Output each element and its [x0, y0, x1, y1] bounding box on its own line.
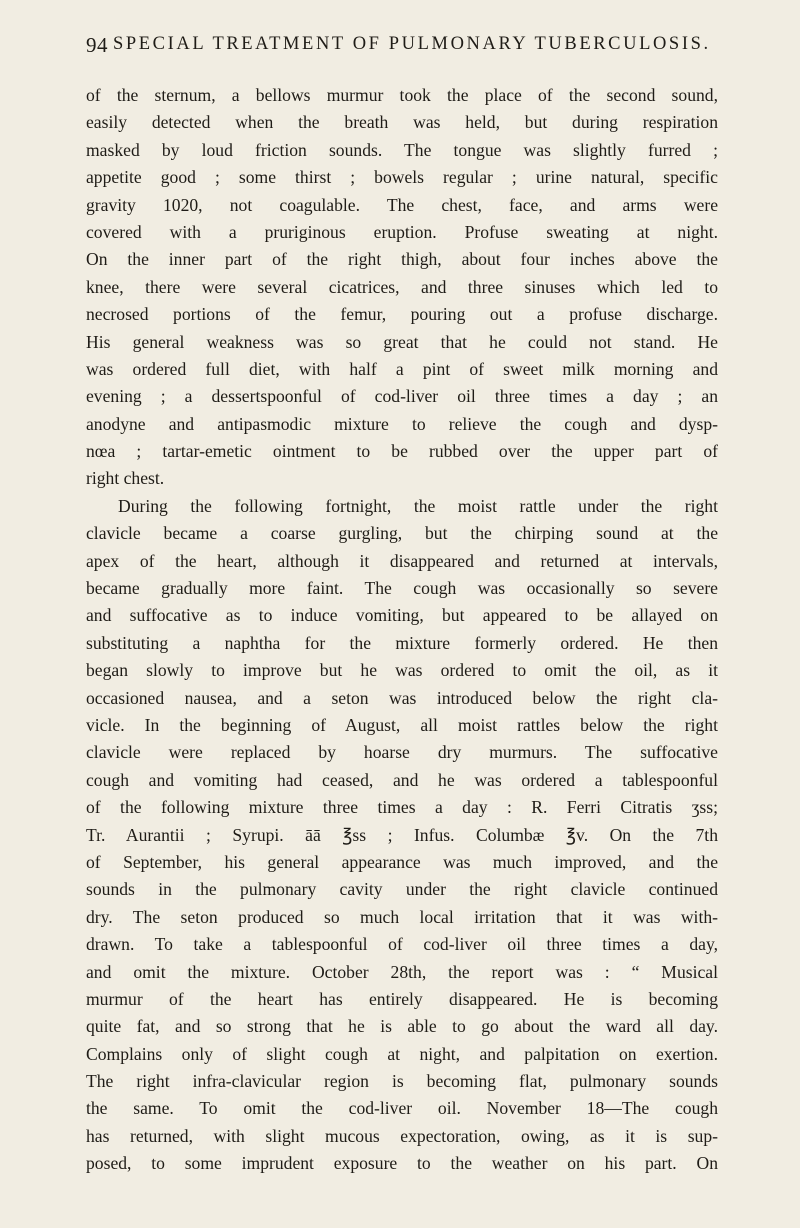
text-line: murmur of the heart has entirely disappeared. He is becoming — [86, 988, 718, 1009]
text-line: has returned, with slight mucous expectoration, owing, as it is sup- — [86, 1125, 718, 1146]
text-line: cough and vomiting had ceased, and he was ordered a tablespoonful — [86, 769, 718, 790]
text-line: evening ; a dessertspoonful of cod-liver oil three times a day ; an — [86, 386, 718, 407]
text-line: was ordered full diet, with half a pint of sweet milk morning and — [86, 358, 718, 379]
text-line: His general weakness was so great that he could not stand. He — [86, 331, 718, 352]
text-line: necrosed portions of the femur, pouring out a profuse discharge. — [86, 304, 718, 325]
text-line: of September, his general appearance was much improved, and the — [86, 851, 718, 872]
page-number: 94 — [86, 33, 108, 57]
text-line: dry. The seton produced so much local irritation that it was with- — [86, 906, 718, 927]
text-line: of the sternum, a bellows murmur took the place of the second sound, — [86, 85, 718, 105]
text-line: covered with a pruriginous eruption. Profuse sweating at night. — [86, 221, 718, 242]
text-line: right chest. — [86, 468, 165, 489]
text-line: quite fat, and so strong that he is able to go about the ward all day. — [86, 1016, 718, 1037]
text-line: drawn. To take a tablespoonful of cod-liver oil three times a day, — [86, 934, 718, 955]
text-line: During the following fortnight, the moist rattle under the right — [118, 495, 718, 516]
text-line: gravity 1020, not coagulable. The chest, face, and arms were — [86, 194, 718, 215]
text-line: vicle. In the beginning of August, all moist rattles below the right — [86, 714, 718, 735]
text-line: substituting a naphtha for the mixture formerly ordered. He then — [86, 632, 718, 653]
text-line: and suffocative as to induce vomiting, but appeared to be allayed on — [86, 605, 718, 626]
text-line: the same. To omit the cod-liver oil. November 18—The cough — [86, 1098, 718, 1119]
page-header — [86, 33, 726, 59]
text-line: of the following mixture three times a day : R. Ferri Citratis ʒss; — [86, 797, 718, 818]
text-line: occasioned nausea, and a seton was introduced below the right cla- — [86, 687, 718, 708]
text-line: knee, there were several cicatrices, and three sinuses which led to — [86, 276, 718, 297]
text-line: clavicle became a coarse gurgling, but the chirping sound at the — [86, 523, 718, 544]
running-head: SPECIAL TREATMENT OF PULMONARY TUBERCULOSIS. — [113, 34, 711, 54]
text-line: clavicle were replaced by hoarse dry murmurs. The suffocative — [86, 742, 718, 763]
text-line: apex of the heart, although it disappeared and returned at intervals, — [86, 550, 718, 571]
text-line: masked by loud friction sounds. The tongue was slightly furred ; — [86, 139, 718, 160]
text-line: Tr. Aurantii ; Syrupi. āā ℥ss ; Infus. Columbæ ℥v. On the 7th — [86, 824, 718, 845]
text-line: nœa ; tartar-emetic ointment to be rubbed over the upper part of — [86, 441, 718, 462]
text-line: posed, to some imprudent exposure to the weather on his part. On — [86, 1153, 718, 1174]
text-line: On the inner part of the right thigh, about four inches above the — [86, 249, 718, 270]
text-line: appetite good ; some thirst ; bowels regular ; urine natural, specific — [86, 167, 718, 188]
text-line: The right infra-clavicular region is becoming flat, pulmonary sounds — [86, 1071, 718, 1092]
text-line: and omit the mixture. October 28th, the report was : “ Musical — [86, 961, 718, 982]
text-line: became gradually more faint. The cough was occasionally so severe — [86, 578, 718, 599]
text-line: anodyne and antipasmodic mixture to relieve the cough and dysp- — [86, 413, 718, 434]
text-line: began slowly to improve but he was ordered to omit the oil, as it — [86, 660, 718, 681]
body-text — [86, 82, 718, 1178]
text-line: easily detected when the breath was held, but during respiration — [86, 112, 718, 133]
text-line: sounds in the pulmonary cavity under the right clavicle continued — [86, 879, 718, 900]
text-line: Complains only of slight cough at night, and palpitation on exertion. — [86, 1043, 718, 1064]
